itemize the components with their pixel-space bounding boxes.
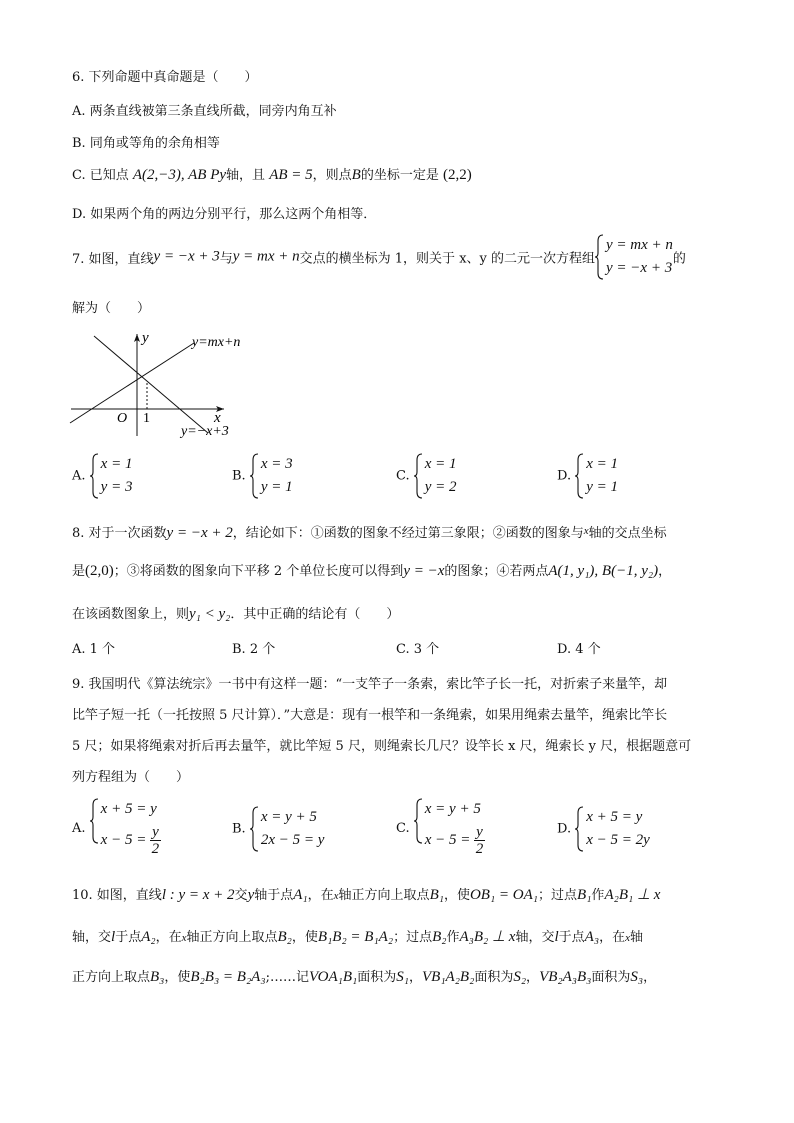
q7-graph <box>66 326 256 438</box>
q7-option-a: A. x = 1 y = 3 <box>72 453 132 499</box>
q6-option-c: C. 已知点 A(2,−3), AB Py轴，且 AB = 5，则点B的坐标一定是 (2,2) <box>72 167 472 183</box>
q6-stem: 6. 下列命题中真命题是（ ） <box>72 70 258 85</box>
q10-line1: 10. 如图，直线l : y = x + 2交y轴于点A₁，在x轴正方向上取点B₁，使OB₁ = OA₁；过点B₁作A₂B₁ ⊥ x <box>72 887 661 903</box>
q9-option-d: D. x + 5 = y x − 5 = 2y <box>557 806 650 852</box>
q7-option-b: B. x = 3 y = 1 <box>232 453 293 499</box>
q7-stem-line2: 解为（ ） <box>72 301 151 316</box>
q8-option-a: A. 1 个 <box>72 642 116 657</box>
q10-line2: 轴，交l于点A₂，在x轴正方向上取点B₂，使B₁B₂ = B₁A₂；过点B₂作A₃B₂ ⊥ x轴，交l于点A₃，在x轴 <box>72 929 643 945</box>
q6-option-a: A. 两条直线被第三条直线所截，同旁内角互补 <box>72 104 337 119</box>
q7-option-c: C. x = 1 y = 2 <box>396 453 457 499</box>
label-origin: O <box>117 411 128 426</box>
q10-line3: 正方向上取点B₃，使B₂B₃ = B₂A₃;……记VOA₁B₁面积为S₁，VB₁A₂B₂面积为S₂，VB₂A₃B₃面积为S₃， <box>72 969 657 985</box>
label-y: y <box>142 330 149 346</box>
q8-line2: 是(2,0)；③将函数的图象向下平移 2 个单位长度可以得到y = −x的图象；④若两点A(1, y₁), B(−1, y₂)， <box>72 563 672 579</box>
q9-line3: 5 尺；如果将绳索对折后再去量竿，就比竿短 5 尺，则绳索长几尺？设竿长 x 尺，绳索长 y 尺，根据题意可 <box>72 739 692 754</box>
q8-line1: 8. 对于一次函数y = −x + 2，结论如下：①函数的图象不经过第三象限；②函数的图象与$^x$轴的交点坐标 <box>72 525 667 541</box>
q7-system: y = mx + n y = −x + 3 <box>595 234 673 280</box>
q7-stem: 7. 如图，直线y = −x + 3与y = mx + n交点的横坐标为 1，则关于 x、y 的二元一次方程组 y = mx + n y = −x + 3 的 <box>72 234 686 280</box>
q9-option-c: C. x = y + 5 x − 5 = $\frac{y}{2}$ <box>396 801 484 858</box>
label-line-mx-n: y=mx+n <box>192 335 241 350</box>
q6-option-b: B. 同角或等角的余角相等 <box>72 136 220 151</box>
q8-option-c: C. 3 个 <box>396 642 440 657</box>
q9-line2: 比竿子短一托（一托按照 5 尺计算）．”大意是：现有一根竿和一条绳索，如果用绳索去量竿，绳索比竿长 <box>72 708 668 723</box>
q8-line3: 在该函数图象上，则y₁ < y₂．其中正确的结论有（ ） <box>72 606 400 622</box>
q9-option-a: A. x + 5 = y x − 5 = $\frac{y}{2}$ <box>72 801 160 858</box>
q9-line1: 9. 我国明代《算法统宗》一书中有这样一题：“一支竿子一条索，索比竿子长一托，对折索子来量竿，却 <box>72 677 668 692</box>
q7-option-d: D. x = 1 y = 1 <box>557 453 618 499</box>
q6-option-d: D. 如果两个角的两边分别平行，那么这两个角相等． <box>72 207 377 222</box>
label-one: 1 <box>143 411 150 426</box>
q9-option-b: B. x = y + 5 2x − 5 = y <box>232 806 324 852</box>
label-line-neg-x-3: y=−x+3 <box>181 424 229 438</box>
line-neg-x-3 <box>94 336 208 433</box>
label-x: x <box>214 410 221 426</box>
line-mx-n <box>70 343 194 423</box>
q8-option-b: B. 2 个 <box>232 642 276 657</box>
q9-line4: 列方程组为（ ） <box>72 770 190 785</box>
q8-option-d: D. 4 个 <box>557 642 601 657</box>
